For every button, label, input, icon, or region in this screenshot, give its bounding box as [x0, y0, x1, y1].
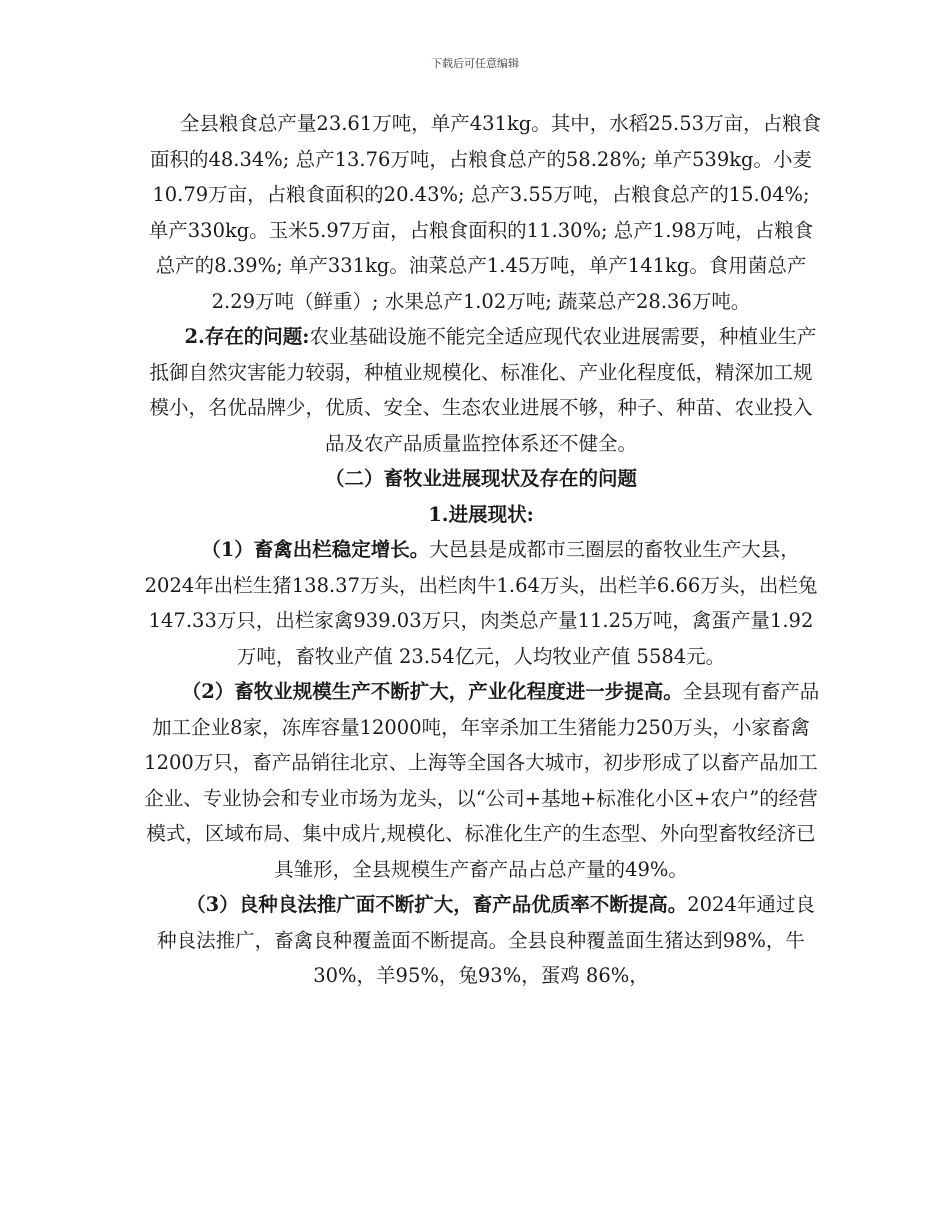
paragraph-text: 农业基础设施不能完全适应现代农业进展需要，种植业生产抵御自然灾害能力较弱，种植业规模化、标准化、产业化程度低，精深加工规模小，名优品牌少，优质、安全、生态农业进展不够，种子、种苗、农业投入品及农产品质量监控体系还不健全。 [149, 325, 817, 455]
section-title: （二）畜牧业进展现状及存在的问题 [324, 467, 637, 490]
paragraph-livestock-growth [140, 532, 822, 674]
paragraph-lead: 2.存在的问题: [184, 325, 310, 348]
document-body [140, 106, 822, 994]
paragraph-grain-output: 全县粮食总产量23.61万吨，单产431kg。其中，水稻25.53万亩，占粮食面积的48.34%; 总产13.76万吨，占粮食总产的58.28%; 单产539kg。小麦10.79万亩，占粮食面积的20.43%; 总产3.55万吨，占粮食总产的15.04%; 单产330kg。玉米5.97万亩，占粮食面积的11.30%; 总产1.98万吨，占粮食总产的8.39%; 单产331kg。油菜总产1.45万吨，单产141kg。食用菌总产2.29万吨（鲜重）; 水果总产1.02万吨; 蔬菜总产28.36万吨。 [148, 112, 822, 313]
paragraph-text: 大邑县是成都市三圈层的畜牧业生产大县，2024年出栏生猪138.37万头，出栏肉牛1.64万头，出栏羊6.66万头，出栏兔147.33万只，出栏家禽939.03万只，肉类总产量11.25万吨，禽蛋产量1.92万吨，畜牧业产值 23.54亿元，人均牧业产值 5584元。 [144, 538, 818, 668]
paragraph-breed-promotion [140, 887, 822, 994]
paragraph-scale-production [140, 674, 822, 887]
paragraph-text: 2024年通过良种良法推广，畜禽良种覆盖面不断提高。全县良种覆盖面生猪达到98%，牛 30%，羊95%，兔93%，蛋鸡 86%， [157, 893, 815, 987]
page-header: 下载后可任意编辑 [431, 57, 519, 70]
paragraph-lead: （1）畜禽出栏稳定增长。 [201, 538, 430, 561]
paragraph-lead: （2）畜牧业规模生产不断扩大，产业化程度进一步提高。 [181, 680, 683, 703]
paragraph-lead: （3）良种良法推广面不断扩大，畜产品优质率不断提高。 [186, 893, 688, 916]
paragraph-text: 全县现有畜产品加工企业8家，冻库容量12000吨，年宰杀加工生猪能力250万头，小家畜禽1200万只，畜产品销往北京、上海等全国各大城市，初步形成了以畜产品加工企业、专业协会和专业市场为龙头，以“公司+基地+标准化小区+农户”的经营模式，区域布局、集中成片,规模化、标准化生产的生态型、外向型畜牧经济已具雏形，全县规模生产畜产品占总产量的49%。 [144, 680, 820, 881]
subsection-title: 1.进展现状: [428, 502, 534, 526]
paragraph-existing-problems [140, 319, 822, 461]
